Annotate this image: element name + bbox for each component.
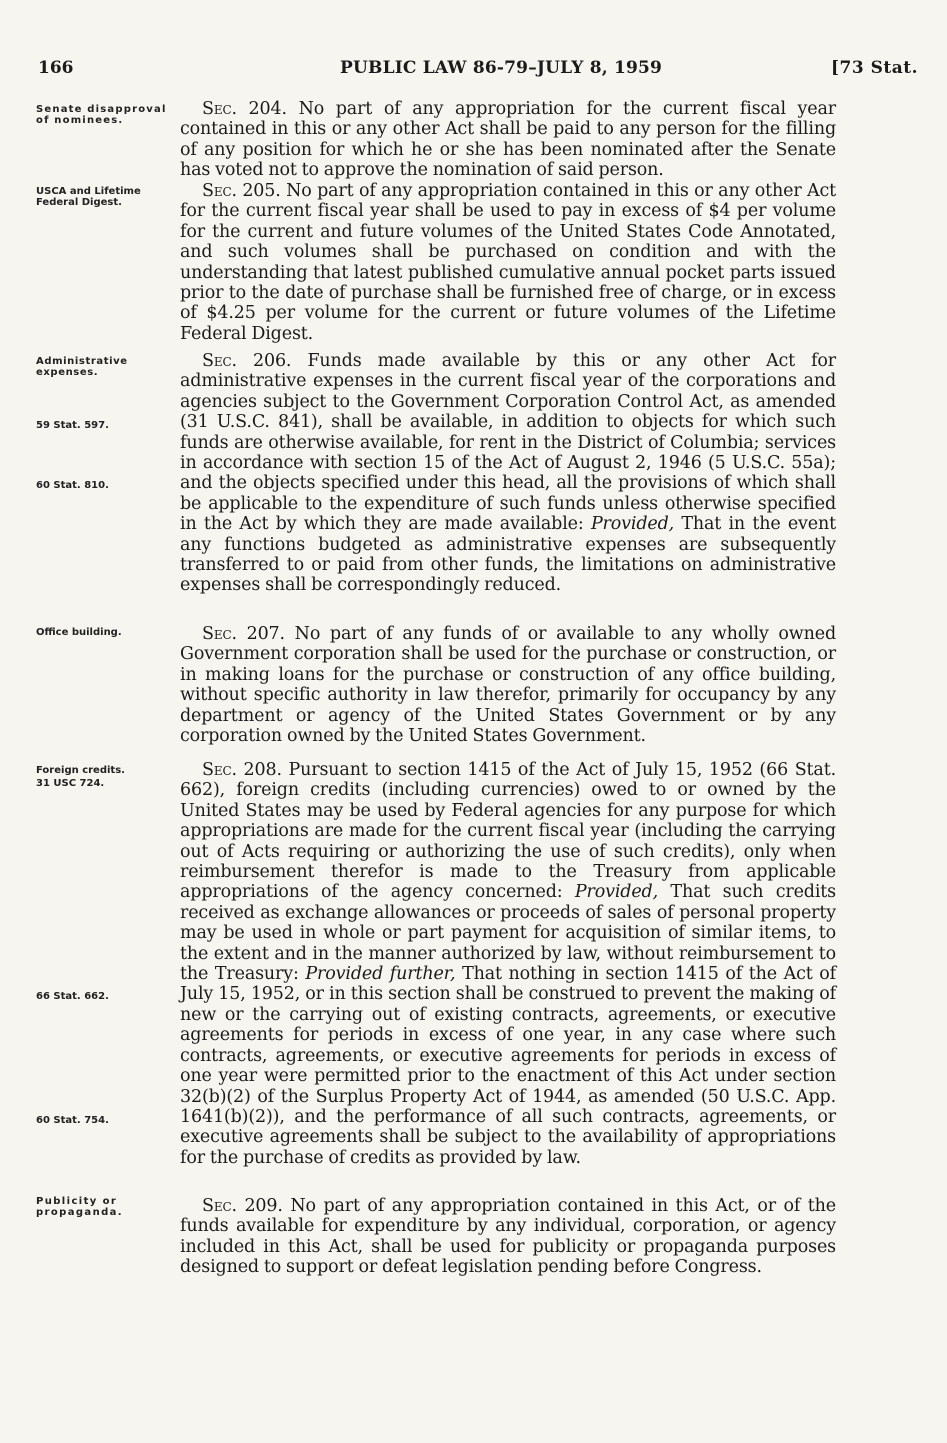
margin-note-60-stat-754: 60 Stat. 754. bbox=[36, 1115, 109, 1126]
section-text: Funds made available by this or any other Act for administrative expenses in the current fiscal year of the corporations and agencies subject to the Government Corporation Control Act, as amended (31 U.S.C. 841), shall be available, in addition to objects for which such funds are otherwise available, for rent in the District of Columbia; services in accordance with section 15 of the Act of August 2, 1946 (5 U.S.C. 55a); and the objects specified under this head, all the provisions of which shall be applicable to the expenditure of such funds unless otherwise specified in the Act by which they are made available: bbox=[180, 351, 837, 535]
section-label: Sec. 209. bbox=[202, 1196, 283, 1216]
margin-note-foreign: Foreign credits. bbox=[36, 765, 125, 776]
margin-note-31-usc-724: 31 USC 724. bbox=[36, 778, 105, 789]
margin-note-66-stat-662: 66 Stat. 662. bbox=[36, 991, 109, 1002]
margin-note-publicity: Publicity or propaganda. bbox=[36, 1196, 123, 1218]
section-text: No part of any funds of or available to any wholly owned Government corporation shall be used for the purchase or construction, or in making loans for the purchase or construction of any office building, without specific authority in law therefor, primarily for occupancy by any department or agency of the United States Government or by any corporation owned by the United States Government. bbox=[180, 624, 836, 747]
margin-note-admin: Administrative expenses. bbox=[36, 356, 128, 378]
margin-note-office: Office building. bbox=[36, 627, 122, 638]
section-text: No part of any appropriation contained in this Act, or of the funds available for expenditure by any individual, corporation, or agency included in this Act, shall be used for publicity or propaganda purposes designed to support or defeat legislation pending before Congress. bbox=[180, 1196, 836, 1278]
margin-note-senate: Senate disapproval of nominees. bbox=[36, 104, 167, 126]
section-label: Sec. 205. bbox=[202, 181, 281, 201]
section-label: Sec. 207. bbox=[202, 624, 285, 644]
section-text: Pursuant to section 1415 of the Act of July 15, 1952 (66 Stat. 662), foreign credits (including currencies) owed to or owned by the United States may be used by Federal agencies for any purpose for which appropriations are made for the current fiscal year (including the carrying out of Acts requiring or authorizing the use of such credits), only when reimbursement therefor is made to the Treasury from applicable appropriations of the agency concerned: bbox=[180, 760, 836, 903]
running-title: PUBLIC LAW 86-79–JULY 8, 1959 bbox=[340, 58, 663, 78]
section-207 bbox=[180, 624, 836, 746]
section-text: That in the event any functions budgeted as administrative expenses are subsequently transferred to or paid from other funds, the limitations on administrative expenses shall be correspondingly reduced. bbox=[180, 514, 836, 596]
section-text: No part of any appropriation for the current fiscal year contained in this or any other Act shall be paid to any person for the filling of any position for which he or she has been nominated after the Senate has voted not to approve the nomination of said person. bbox=[180, 99, 836, 181]
proviso: Provided, bbox=[574, 882, 659, 903]
section-209 bbox=[180, 1196, 836, 1278]
section-text: No part of any appropriation contained in this or any other Act for the current fiscal year shall be used to pay in excess of $4 per volume for the current and future volumes of the United States Code Annotated, and such volumes shall be purchased on condition and with the understanding that latest published cumulative annual pocket parts issued prior to the date of purchase shall be furnished free of charge, or in excess of $4.25 per volume for the current or future volumes of the Lifetime Federal Digest. bbox=[180, 181, 837, 344]
margin-note-60-stat-810: 60 Stat. 810. bbox=[36, 480, 109, 491]
section-205 bbox=[180, 181, 836, 344]
section-label: Sec. 206. bbox=[202, 351, 292, 371]
margin-note-usca: USCA and Lifetime Federal Digest. bbox=[36, 186, 141, 208]
section-label: Sec. 208. bbox=[202, 760, 282, 780]
section-206 bbox=[180, 351, 836, 596]
proviso: Provided, bbox=[590, 514, 675, 535]
statute-reference: [73 Stat. bbox=[830, 58, 918, 78]
section-208 bbox=[180, 760, 836, 1168]
section-204 bbox=[180, 99, 836, 181]
section-text: That such credits received as exchange allowances or proceeds of sales of personal property may be used in whole or part payment for acquisition of similar items, to the extent and in the manner authorized by law, without reimbursement to the Treasury: bbox=[180, 882, 836, 985]
section-text: That nothing in section 1415 of the Act of July 15, 1952, or in this section shall be construed to prevent the making of new or the carrying out of existing contracts, agreements, or executive agreements for periods in excess of one year, in any case where such contracts, agreements, or executive agreements for periods in excess of one year were permitted prior to the enactment of this Act under section 32(b)(2) of the Surplus Property Act of 1944, as amended (50 U.S.C. App. 1641(b)(2)), and the performance of all such contracts, agreements, or executive agreements shall be subject to the availability of appropriations for the purchase of credits as provided by law. bbox=[180, 964, 836, 1168]
margin-note-59-stat-597: 59 Stat. 597. bbox=[36, 420, 109, 431]
page-number: 166 bbox=[38, 58, 74, 78]
section-label: Sec. 204. bbox=[202, 99, 287, 119]
proviso-further: Provided further, bbox=[305, 964, 456, 985]
page-header bbox=[38, 58, 918, 82]
